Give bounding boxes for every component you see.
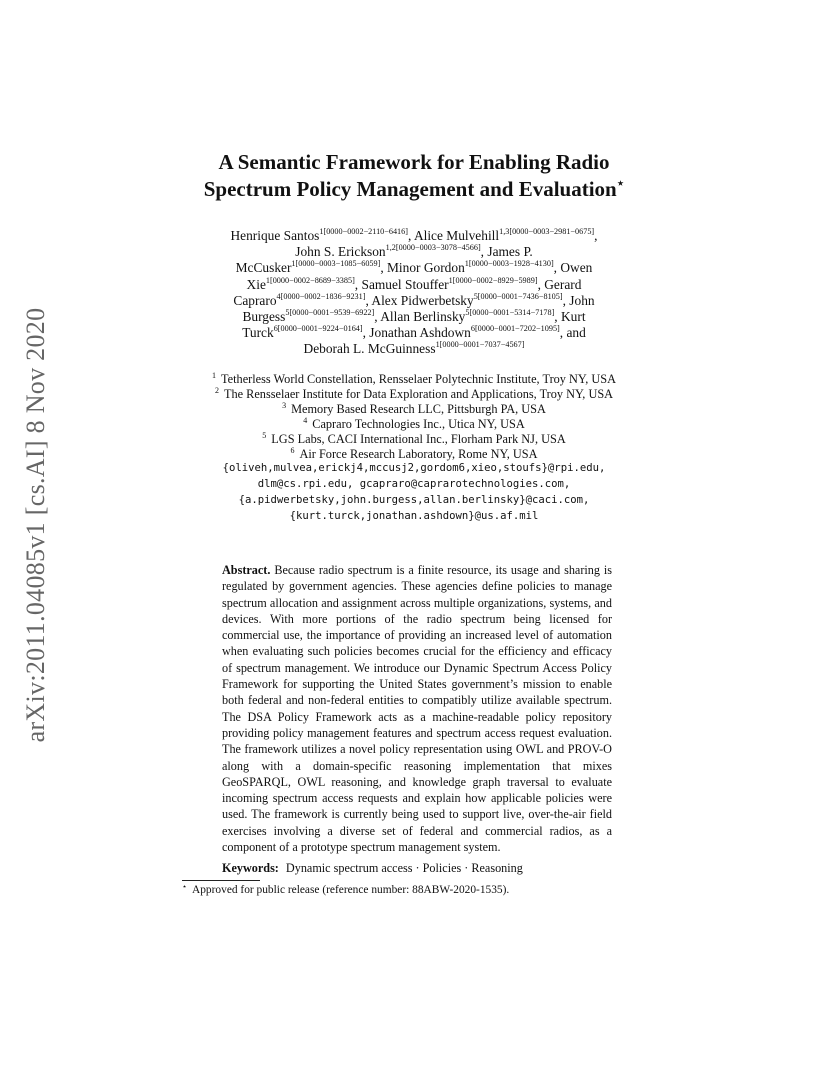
author-line: Capraro$^{4[0000-0002-1836-9231]}$, Alex Pidwerbetsky$^{5[0000-0001-7436-8105]}$, John bbox=[233, 291, 595, 308]
author-line: Henrique Santos$^{1[0000-0002-2110-6416]}$, Alice Mulvehill$^{1,3[0000-0003-2981-0675]}$, bbox=[230, 227, 598, 243]
footnote-rule bbox=[182, 880, 260, 881]
affiliation-line: $^3$ Memory Based Research LLC, Pittsburgh PA, USA bbox=[282, 400, 546, 416]
footnote-mark: ⋆ bbox=[182, 882, 188, 891]
affiliation-line: $^5$ LGS Labs, CACI International Inc., Florham Park NJ, USA bbox=[262, 430, 566, 446]
affiliation-line: $^1$ Tetherless World Constellation, Rensselaer Polytechnic Institute, Troy NY, USA bbox=[212, 371, 616, 386]
title-line-1: A Semantic Framework for Enabling Radio bbox=[218, 150, 610, 174]
author-line: Xie$^{1[0000-0002-8689-3385]}$, Samuel Stouffer$^{1[0000-0002-8929-5989]}$, Gerard bbox=[246, 275, 582, 292]
affiliation-line: $^4$ Capraro Technologies Inc., Utica NY, USA bbox=[303, 415, 525, 431]
abstract bbox=[222, 562, 612, 855]
keywords-text: Dynamic spectrum access · Policies · Reasoning bbox=[285, 861, 523, 875]
author-list bbox=[170, 228, 658, 358]
author-line: Deborah L. McGuinness$^{1[0000-0001-7037-4567]}$ bbox=[303, 340, 525, 357]
abstract-text: Because radio spectrum is a finite resource, its usage and sharing is regulated by government agencies. These agencies define policies to manage spectrum allocation and assignment across multiple organizations, systems, and devices. With more portions of the radio spectrum being licensed for commercial use, the importance of providing an increased level of automation when evaluating such policies becomes crucial for the efficiency and efficacy of spectrum management. We introduce our Dynamic Spectrum Access Policy Framework for supporting the United States government’s mission to enable both federal and non-federal entities to compatibly utilize available spectrum. The DSA Policy Framework acts as a machine-readable policy repository providing policy management features and spectrum access request evaluation. The framework utilizes a novel policy representation using OWL and PROV-O along with a domain-specific reasoning implementation that mixes GeoSPARQL, OWL reasoning, and knowledge graph traversal to evaluate incoming spectrum access requests and explain how applicable policies were used. The framework is currently being used to support live, over-the-air field exercises involving a diverse set of federal and commercial radios, as a component of a prototype spectrum management system. bbox=[222, 563, 612, 855]
title-line-2: Spectrum Policy Management and Evaluation⋆ bbox=[203, 176, 625, 201]
keywords bbox=[222, 861, 612, 876]
footnote-text: Approved for public release (reference number: 88ABW-2020-1535). bbox=[192, 884, 510, 896]
author-line: John S. Erickson$^{1,2[0000-0003-3078-4566]}$, James P. bbox=[295, 243, 533, 260]
arxiv-identifier: arXiv:2011.04085v1 [cs.AI] 8 Nov 2020 bbox=[21, 307, 50, 743]
email-line: {a.pidwerbetsky,john.burgess,allan.berlinsky}@caci.com, bbox=[238, 494, 590, 507]
affiliation-line: $^6$ Air Force Research Laboratory, Rome NY, USA bbox=[290, 445, 538, 461]
keywords-label: Keywords: bbox=[222, 861, 279, 875]
email-line: {kurt.turck,jonathan.ashdown}@us.af.mil bbox=[289, 510, 539, 523]
arxiv-sidebar-stamp bbox=[19, 295, 53, 755]
author-line: Burgess$^{5[0000-0001-9539-6922]}$, Allan Berlinsky$^{5[0000-0001-5314-7178]}$, Kurt bbox=[242, 308, 586, 325]
affiliation-line: $^2$ The Rensselaer Institute for Data Exploration and Applications, Troy NY, USA bbox=[214, 385, 614, 401]
footnote bbox=[182, 884, 662, 896]
email-line: dlm@cs.rpi.edu, gcapraro@caprarotechnologies.com, bbox=[257, 478, 571, 491]
email-line: {oliveh,mulvea,erickj4,mccusj2,gordom6,xieo,stoufs}@rpi.edu, bbox=[222, 462, 606, 475]
paper-title bbox=[150, 149, 678, 203]
author-line: Turck$^{6[0000-0001-9224-0164]}$, Jonathan Ashdown$^{6[0000-0001-7202-1095]}$, and bbox=[242, 324, 586, 341]
abstract-label: Abstract. bbox=[222, 563, 271, 577]
title-footnote-mark: ⋆ bbox=[616, 176, 625, 190]
affiliations bbox=[160, 372, 668, 525]
author-line: McCusker$^{1[0000-0003-1085-6059]}$, Minor Gordon$^{1[0000-0003-1928-4130]}$, Owen bbox=[235, 259, 593, 276]
